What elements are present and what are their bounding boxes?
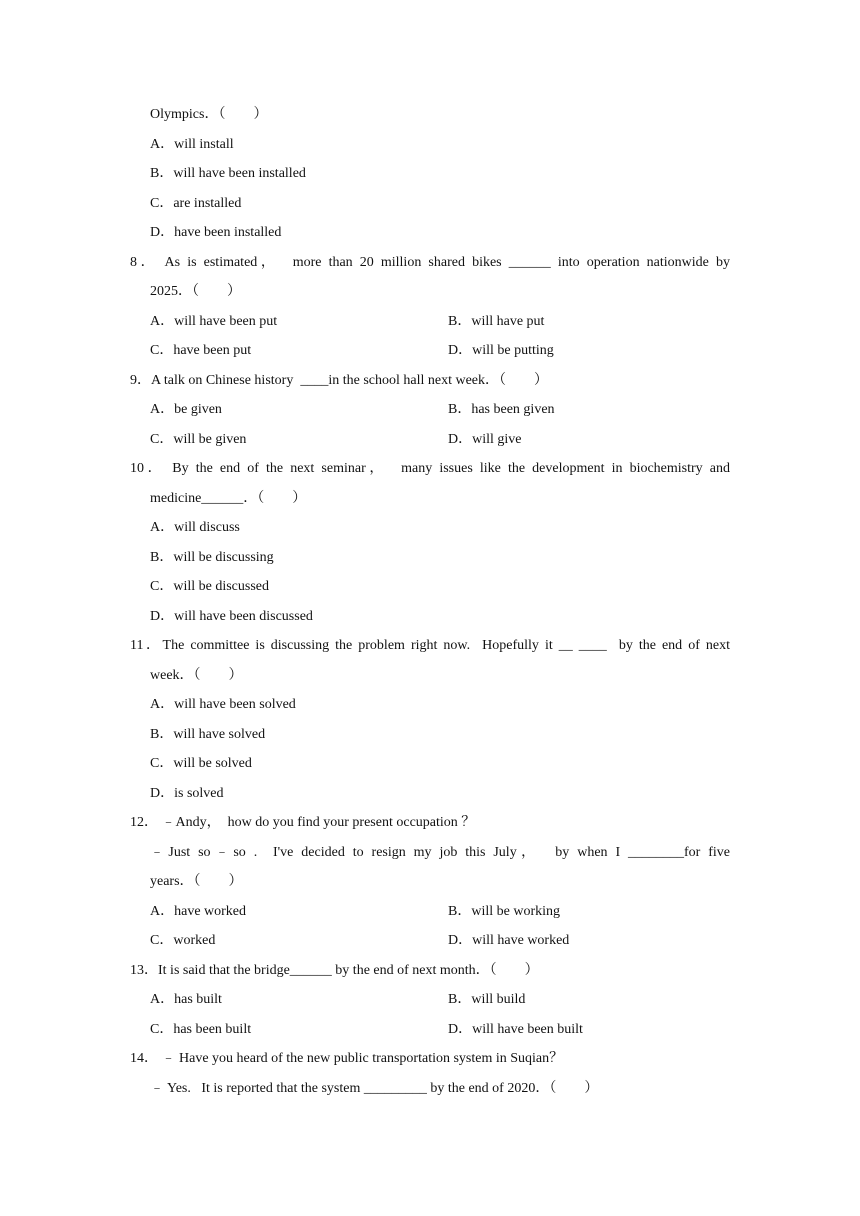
q13-stem: 13．It is said that the bridge______ by the end of next month．（ ） <box>130 963 539 978</box>
q7-option-b[interactable]: B．will have been installed <box>150 166 306 181</box>
q9-option-b[interactable]: B．has been given <box>448 402 555 417</box>
q10-option-c[interactable]: C．will be discussed <box>150 579 269 594</box>
q8-option-d[interactable]: D．will be putting <box>448 343 554 358</box>
q11-option-c[interactable]: C．will be solved <box>150 756 252 771</box>
q7-option-d[interactable]: D．have been installed <box>150 225 282 240</box>
q12-option-a[interactable]: A．have worked <box>150 904 247 919</box>
q10-option-a[interactable]: A．will discuss <box>150 520 240 535</box>
q9-stem: 9．A talk on Chinese history ____in the school hall next week．（ ） <box>130 373 549 388</box>
q8-option-c[interactable]: C．have been put <box>150 343 252 358</box>
q12-option-d[interactable]: D．will have worked <box>448 933 570 948</box>
q14-stem-line2: ﹣ Yes. It is reported that the system _________ by the end of 2020．（ ） <box>150 1081 599 1096</box>
q7-option-c[interactable]: C．are installed <box>150 196 242 211</box>
q12-option-c[interactable]: C．worked <box>150 933 216 948</box>
q9-option-a[interactable]: A．be given <box>150 402 222 417</box>
q11-option-b[interactable]: B．will have solved <box>150 727 266 742</box>
q13-option-d[interactable]: D．will have been built <box>448 1022 583 1037</box>
q13-option-a[interactable]: A．has built <box>150 992 222 1007</box>
q7-option-a[interactable]: A．will install <box>150 137 234 152</box>
q12-stem-line2: ﹣Just so﹣so . I've decided to resign my job this July， by when I ________for five <box>150 845 730 860</box>
q11-option-a[interactable]: A．will have been solved <box>150 697 296 712</box>
q11-stem-line1: 11．The committee is discussing the problem right now. Hopefully it __ ____ by the end of next <box>130 638 730 653</box>
q10-stem-line2: medicine______．（ ） <box>150 491 307 506</box>
q11-stem-line2: week．（ ） <box>150 668 243 683</box>
q14-stem-line1: 14． ﹣ Have you heard of the new public transportation system in Suqian？ <box>130 1051 564 1066</box>
q8-stem-line1: 8． As is estimated， more than 20 million shared bikes ______ into operation nationwide by <box>130 255 730 270</box>
q10-stem-line1: 10． By the end of the next seminar， many issues like the development in biochemistry and <box>130 461 730 476</box>
q13-option-b[interactable]: B．will build <box>448 992 526 1007</box>
q9-option-d[interactable]: D．will give <box>448 432 522 447</box>
q9-option-c[interactable]: C．will be given <box>150 432 247 447</box>
q8-option-b[interactable]: B．will have put <box>448 314 545 329</box>
q7-stem-tail: Olympics．（ ） <box>150 107 268 122</box>
q10-option-d[interactable]: D．will have been discussed <box>150 609 313 624</box>
q10-option-b[interactable]: B．will be discussing <box>150 550 274 565</box>
q8-stem-line2: 2025．（ ） <box>150 284 241 299</box>
q12-option-b[interactable]: B．will be working <box>448 904 560 919</box>
q13-option-c[interactable]: C．has been built <box>150 1022 252 1037</box>
q8-option-a[interactable]: A．will have been put <box>150 314 278 329</box>
q11-option-d[interactable]: D．is solved <box>150 786 224 801</box>
q12-stem-line3: years．（ ） <box>150 874 243 889</box>
q12-stem-line1: 12． ﹣Andy， how do you find your present occupation ？ <box>130 815 476 830</box>
